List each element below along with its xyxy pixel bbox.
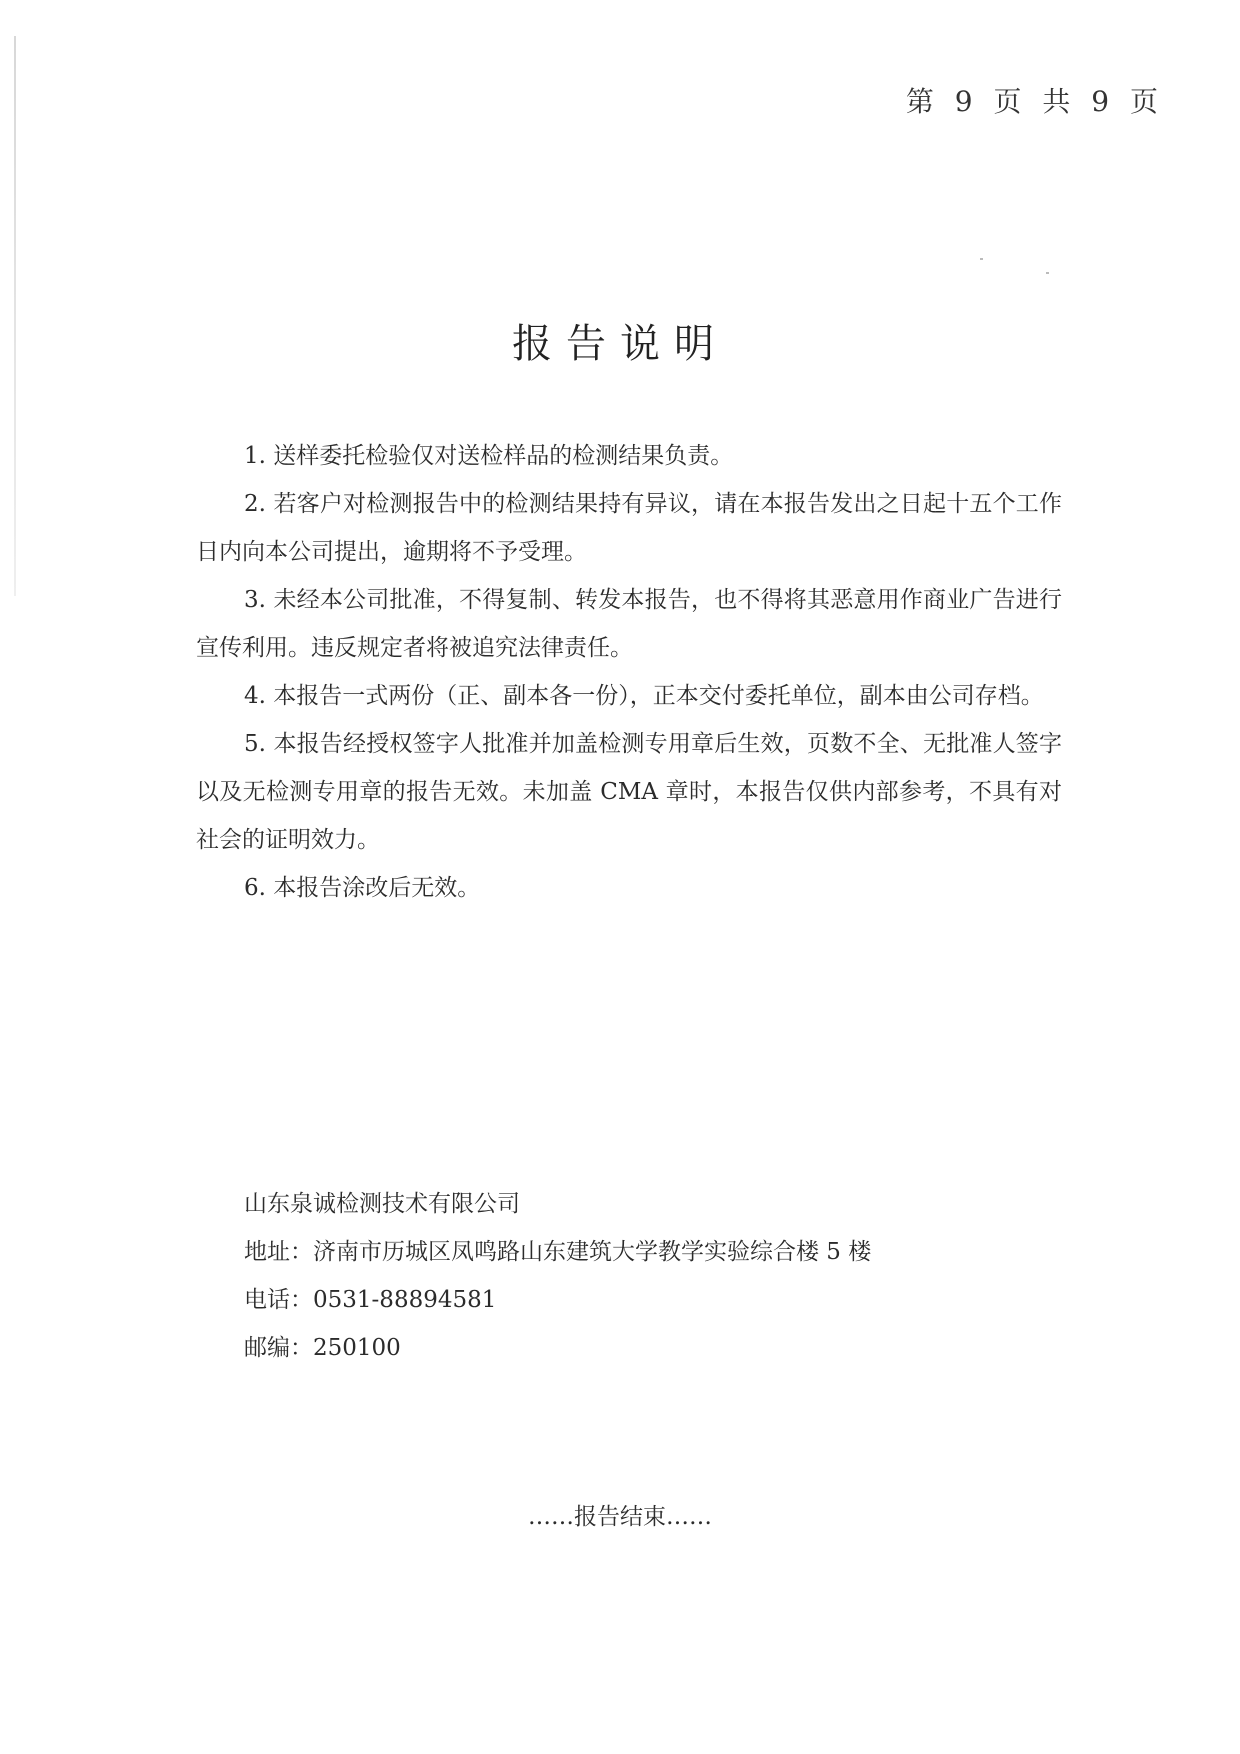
company-postcode: 邮编：250100 xyxy=(244,1335,401,1361)
scan-speck xyxy=(1046,272,1049,274)
scan-speck xyxy=(980,258,983,260)
note-item: 1. 送样委托检验仅对送检样品的检测结果负责。 xyxy=(244,443,734,469)
company-address: 地址：济南市历城区凤鸣路山东建筑大学教学实验综合楼 5 楼 xyxy=(244,1239,872,1265)
note-item: 2. 若客户对检测报告中的检测结果持有异议，请在本报告发出之日起十五个工作日内向本公司提出，逾期将不予受理。 xyxy=(196,491,1062,565)
note-item: 6. 本报告涂改后无效。 xyxy=(244,875,481,901)
company-info xyxy=(244,1180,1144,1372)
company-phone: 电话：0531-88894581 xyxy=(244,1287,497,1313)
report-end-mark: ……报告结束…… xyxy=(528,1504,712,1530)
note-item: 3. 未经本公司批准，不得复制、转发本报告，也不得将其恶意用作商业广告进行宣传利用。违反规定者将被追究法律责任。 xyxy=(196,587,1062,661)
page-indicator: 第 9 页 共 9 页 xyxy=(905,85,1164,118)
note-item: 4. 本报告一式两份（正、副本各一份），正本交付委托单位，副本由公司存档。 xyxy=(244,683,1044,709)
notes-list xyxy=(196,432,1062,912)
note-item: 5. 本报告经授权签字人批准并加盖检测专用章后生效，页数不全、无批准人签字以及无检测专用章的报告无效。未加盖 CMA 章时，本报告仅供内部参考，不具有对社会的证明效力。 xyxy=(196,731,1062,853)
company-name: 山东泉诚检测技术有限公司 xyxy=(244,1191,520,1217)
page-title: 报告说明 xyxy=(512,321,728,367)
